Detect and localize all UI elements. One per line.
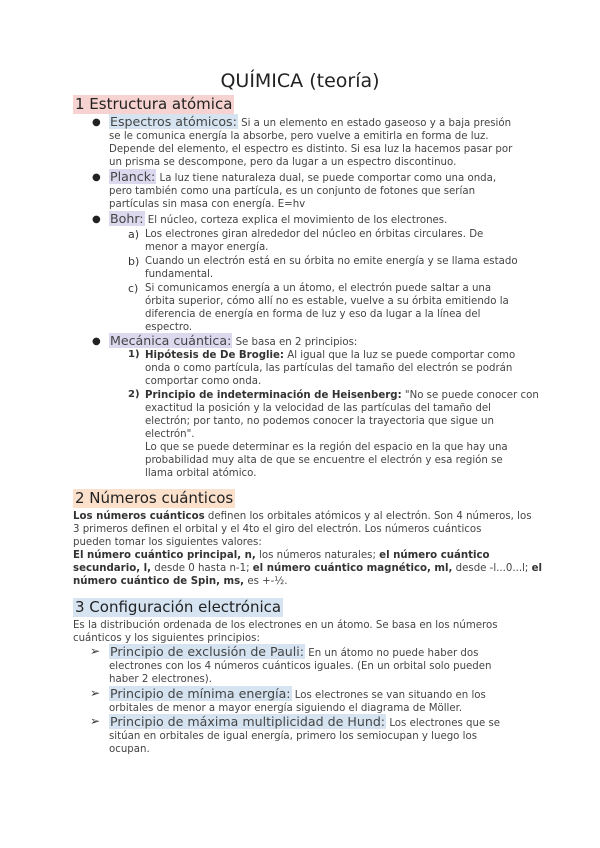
principal-term: El número cuántico principal, n,	[73, 550, 256, 561]
minima-term: Principio de mínima energía:	[110, 686, 291, 701]
s2-line-4	[73, 549, 490, 562]
list-marker: a)	[128, 228, 140, 241]
pauli-line-1	[109, 645, 478, 660]
mec-2-line-5: Lo que se puede determinar es la región del espacio en la que hay una	[145, 442, 508, 453]
secundario-term-start: el número cuántico	[379, 550, 490, 561]
minima-line-1	[109, 687, 486, 702]
mec-2-line-1	[145, 389, 539, 402]
bullet-icon: ●	[92, 336, 101, 347]
mecanica-term: Mecánica cuántica:	[110, 333, 232, 348]
mec-2-line-7: llama orbital atómico.	[145, 468, 257, 479]
minima-line-2: orbitales de menor a mayor energía siguiendo el diagrama de Möller.	[109, 703, 463, 714]
hund-line-1	[109, 715, 500, 730]
hund-text: Los electrones que se	[389, 718, 501, 729]
s2-line-2: 3 primeros definen el orbital y el 4to el giro del electrón. Los números cuánticos	[73, 524, 482, 535]
list-marker: c)	[128, 282, 139, 295]
heisenberg-term: Principio de indeterminación de Heisenberg:	[145, 390, 402, 401]
bullet-icon: ●	[92, 117, 101, 128]
planck-line-3: partículas sin masa con energía. E=hv	[109, 199, 306, 210]
bohr-c-line-2: órbita superior, cómo allí no es estable, vuelve a su órbita emitiendo la	[145, 296, 509, 307]
espectros-line-2: se le comunica energía la absorbe, pero vuelve a emitirla en forma de luz.	[109, 131, 489, 142]
de-broglie-term: Hipótesis de De Broglie:	[145, 350, 284, 361]
pauli-line-3: haber 2 electrones).	[109, 674, 212, 685]
principal-text: los números naturales;	[259, 550, 376, 561]
s3-line-1: Es la distribución ordenada de los electrones en un átomo. Se basa en los números	[73, 620, 498, 631]
bohr-c-line-4: espectro.	[145, 322, 193, 333]
espectros-term: Espectros atómicos:	[110, 114, 237, 129]
bullet-icon: ●	[92, 214, 101, 225]
magnetico-term: el número cuántico magnético, ml,	[252, 563, 453, 574]
bohr-a-line-1: Los electrones giran alrededor del núcleo en órbitas circulares. De	[145, 229, 484, 240]
bohr-line-1	[109, 212, 447, 227]
mec-2-line-6: probabilidad muy alta de que se encuentre el electrón y esa región se	[145, 455, 503, 466]
espectros-line-3: Depende del elemento, el espectro es distinto. Si esa luz la hacemos pasar por	[109, 144, 513, 155]
planck-line-2: pero también como una partícula, es un conjunto de fotones que serían	[109, 186, 476, 197]
s2-line-3: pueden tomar los siguientes valores:	[73, 537, 262, 548]
mecanica-line-1	[109, 334, 357, 349]
mecanica-text: Se basa en 2 principios:	[235, 337, 358, 348]
section-2-heading: 2 Números cuánticos	[75, 489, 234, 507]
section-1-heading: 1 Estructura atómica	[75, 95, 233, 113]
espectros-line-1	[109, 115, 511, 130]
heisenberg-text: "No se puede conocer con	[404, 390, 539, 401]
de-broglie-text: Al igual que la luz se puede comportar como	[287, 350, 516, 361]
bohr-c-line-1: Si comunicamos energía a un átomo, el electrón puede saltar a una	[145, 283, 492, 294]
planck-term: Planck:	[110, 169, 156, 184]
bullet-icon: ●	[92, 172, 101, 183]
list-marker: b)	[128, 255, 140, 268]
hund-term: Principio de máxima multiplicidad de Hund:	[110, 714, 386, 729]
hund-line-2: sitúan en orbitales de igual energía, primero los semiocupan y luego los	[109, 731, 478, 742]
mec-2-line-4: electrón".	[145, 429, 195, 440]
mec-2-line-2: exactitud la posición y la velocidad de las partículas del tamaño del	[145, 403, 491, 414]
mec-1-line-2: onda o como partícula, las partículas del tamaño del electrón se podrán	[145, 363, 513, 374]
mec-1-line-1	[145, 349, 515, 362]
pauli-line-2: electrones con los 4 números cuánticos iguales. (En un orbital solo pueden	[109, 661, 492, 672]
s2-line-5	[73, 562, 542, 575]
espectros-line-4: un prisma se descompone, pero da lugar a un espectro discontinuo.	[109, 157, 457, 168]
bohr-a-line-2: menor a mayor energía.	[145, 242, 269, 253]
hund-line-3: ocupan.	[109, 744, 150, 755]
s3-line-2: cuánticos y los siguientes principios:	[73, 633, 260, 644]
numeros-cuanticos-term: Los números cuánticos	[73, 511, 205, 522]
bohr-c-line-3: diferencia de energía en forma de luz y eso da lugar a la línea del	[145, 309, 481, 320]
page-title: QUÍMICA (teoría)	[220, 70, 380, 92]
s2-line-1	[73, 510, 532, 523]
mec-2-line-3: electrón; por tanto, no podemos conocer la trayectoria que sigue un	[145, 416, 494, 427]
espectros-text: Si a un elemento en estado gaseoso y a baja presión	[241, 118, 512, 129]
arrow-bullet-icon: ➢	[90, 714, 101, 728]
bohr-b-line-1: Cuando un electrón está en su órbita no emite energía y se llama estado	[145, 256, 518, 267]
s2-text: definen los orbitales atómicos y al electrón. Son 4 números, los	[207, 511, 532, 522]
pauli-text: En un átomo no puede haber dos	[308, 648, 479, 659]
arrow-bullet-icon: ➢	[90, 644, 101, 658]
spin-term: número cuántico de Spin, ms,	[73, 576, 245, 587]
list-marker: 1)	[128, 349, 140, 360]
minima-text: Los electrones se van situando en los	[294, 690, 486, 701]
planck-line-1	[109, 170, 496, 185]
magnetico-text: desde -l...0...l;	[455, 563, 529, 574]
spin-term-start: el	[531, 563, 543, 574]
bohr-term: Bohr:	[110, 211, 144, 226]
planck-text: La luz tiene naturaleza dual, se puede comportar como una onda,	[159, 173, 497, 184]
s2-line-6	[73, 575, 287, 588]
bohr-b-line-2: fundamental.	[145, 269, 214, 280]
arrow-bullet-icon: ➢	[90, 686, 101, 700]
pauli-term: Principio de exclusión de Pauli:	[110, 644, 305, 659]
secundario-text: desde 0 hasta n-1;	[154, 563, 250, 574]
section-3-heading: 3 Configuración electrónica	[75, 598, 282, 616]
mec-1-line-3: comportar como onda.	[145, 376, 262, 387]
secundario-term-end: secundario, l,	[73, 563, 151, 574]
bohr-text: El núcleo, corteza explica el movimiento de los electrones.	[147, 215, 448, 226]
list-marker: 2)	[128, 389, 140, 400]
spin-text: es +-½.	[247, 576, 288, 587]
